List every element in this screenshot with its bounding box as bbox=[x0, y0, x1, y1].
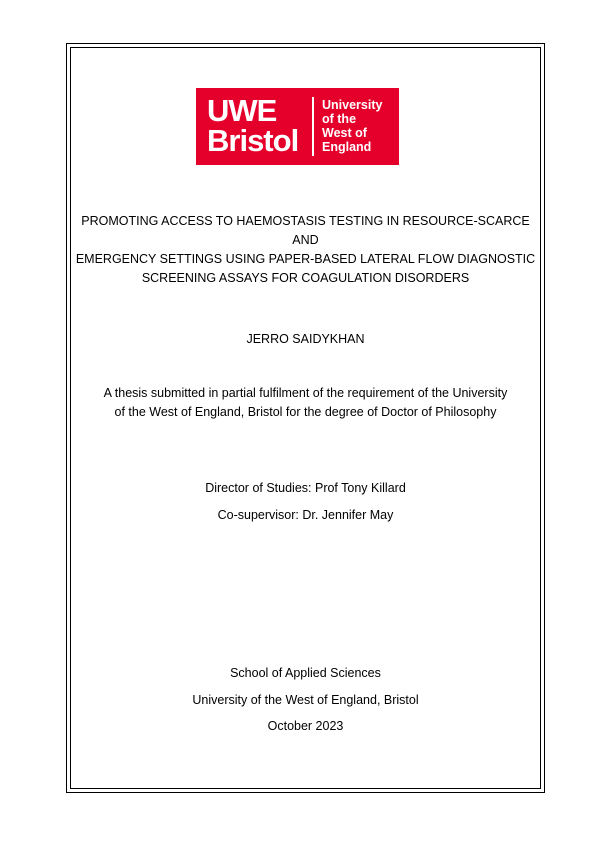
statement-line: of the West of England, Bristol for the degree of Doctor of Philosophy bbox=[114, 405, 497, 419]
author-name: JERRO SAIDYKHAN bbox=[246, 332, 365, 346]
logo-university-line: of the bbox=[322, 112, 357, 126]
title-line: EMERGENCY SETTINGS USING PAPER-BASED LATERAL FLOW DIAGNOSTIC bbox=[75, 252, 536, 266]
co-supervisor: Co-supervisor: Dr. Jennifer May bbox=[217, 508, 394, 522]
statement-line: A thesis submitted in partial fulfilment of the requirement of the University bbox=[103, 386, 508, 400]
logo-university-line: University bbox=[322, 98, 383, 112]
uwe-bristol-logo bbox=[196, 88, 399, 165]
title-line: PROMOTING ACCESS TO HAEMOSTASIS TESTING IN RESOURCE-SCARCE AND bbox=[81, 214, 530, 247]
degree-statement bbox=[70, 384, 541, 422]
logo-uwe-text: UWE bbox=[207, 93, 277, 128]
logo-university-line: West of bbox=[322, 126, 367, 140]
title-line: SCREENING ASSAYS FOR COAGULATION DISORDERS bbox=[141, 271, 470, 285]
logo-divider bbox=[312, 97, 314, 156]
submission-date: October 2023 bbox=[267, 719, 344, 733]
logo-university-text bbox=[322, 98, 382, 154]
thesis-title bbox=[70, 212, 541, 288]
school-name: School of Applied Sciences bbox=[230, 666, 381, 680]
university-name: University of the West of England, Bristol bbox=[192, 693, 419, 707]
logo-university-line: England bbox=[322, 140, 372, 154]
logo-bristol-text: Bristol bbox=[207, 123, 299, 158]
director-of-studies: Director of Studies: Prof Tony Killard bbox=[205, 481, 406, 495]
